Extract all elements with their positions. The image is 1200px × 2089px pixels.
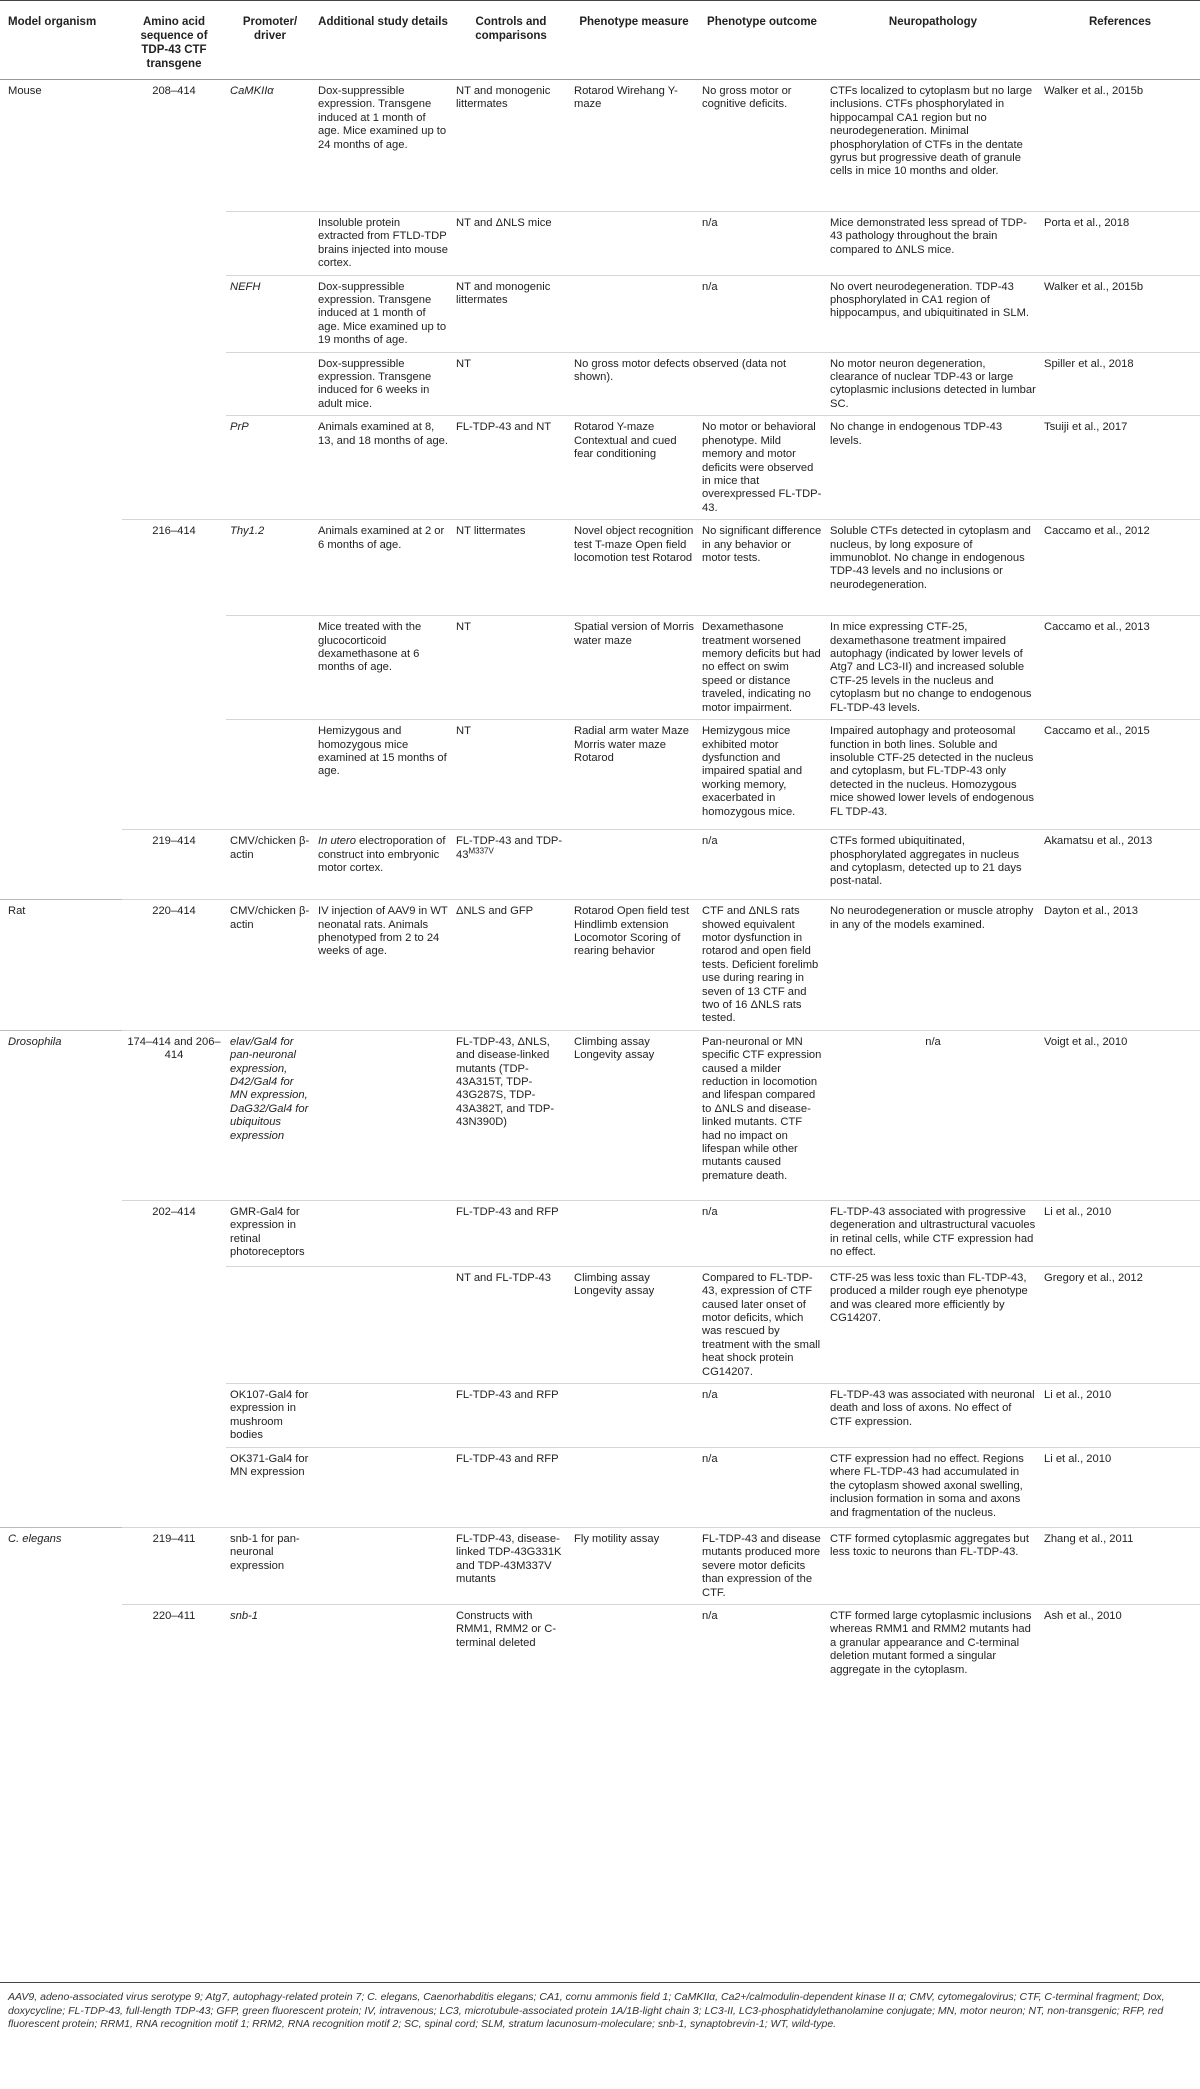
cell-promoter: snb-1: [226, 1605, 314, 1685]
cell-neuropathology: No overt neurodegeneration. TDP-43 phosphorylated in CA1 region of hippocampus, and ubiquitinated in SLM.: [826, 275, 1040, 352]
cell-neuropathology: FL-TDP-43 associated with progressive degeneration and ultrastructural vacuoles in retinal cells, while CTF expression had no effect.: [826, 1200, 1040, 1266]
cell-reference: Walker et al., 2015b: [1040, 275, 1200, 352]
header-promoter: Promoter/ driver: [226, 1, 314, 80]
cell-outcome: FL-TDP-43 and disease mutants produced more severe motor deficits than expression of the CTF.: [698, 1528, 826, 1605]
cell-controls: FL-TDP-43 and RFP: [452, 1448, 570, 1528]
cell-measure: Novel object recognition test T-maze Open field locomotion test Rotarod: [570, 520, 698, 616]
cell-reference: Porta et al., 2018: [1040, 212, 1200, 276]
cell-controls: FL-TDP-43 and NT: [452, 416, 570, 520]
cell-promoter: GMR-Gal4 for expression in retinal photoreceptors: [226, 1200, 314, 1266]
header-controls: Controls and comparisons: [452, 1, 570, 80]
cell-controls: FL-TDP-43 and RFP: [452, 1200, 570, 1266]
cell-neuropathology: CTF formed cytoplasmic aggregates but less toxic to neurons than FL-TDP-43.: [826, 1528, 1040, 1605]
table-row: [0, 416, 1200, 520]
cell-details: Dox-suppressible expression. Transgene induced at 1 month of age. Mice examined up to 19 months of age.: [314, 275, 452, 352]
cell-neuropathology: Impaired autophagy and proteosomal function in both lines. Soluble and insoluble CTF-25 detected in the nucleus and cytoplasm, but FL-TDP-43 only detected in the nucleus. Homozygous mice showed lower levels of endogenous FL TDP-43.: [826, 720, 1040, 830]
cell-controls: NT: [452, 616, 570, 720]
cell-outcome: n/a: [698, 830, 826, 900]
cell-measure: Rotarod Open field test Hindlimb extension Locomotor Scoring of rearing behavior: [570, 900, 698, 1031]
header-row: [0, 1, 1200, 80]
cell-reference: Walker et al., 2015b: [1044, 85, 1144, 97]
cell-outcome: n/a: [698, 275, 826, 352]
cell-reference: Caccamo et al., 2015: [1040, 720, 1200, 830]
table-row: [0, 720, 1200, 830]
cell-outcome: n/a: [698, 212, 826, 276]
cell-outcome: n/a: [698, 1384, 826, 1448]
cell-neuropathology: CTF formed large cytoplasmic inclusions whereas RMM1 and RMM2 mutants had a granular appearance and C-terminal deletion mutant formed a singular aggregate in the cytoplasm.: [826, 1605, 1040, 1685]
cell-details: Dox-suppressible expression. Transgene induced for 6 weeks in adult mice.: [314, 352, 452, 416]
cell-controls: NT littermates: [452, 520, 570, 616]
cell-promoter: CMV/chicken β-actin: [226, 830, 314, 900]
header-amino-acid: Amino acid sequence of TDP-43 CTF transgene: [122, 1, 226, 80]
cell-details: Mice treated with the glucocorticoid dexamethasone at 6 months of age.: [314, 616, 452, 720]
cell-measure: Spatial version of Morris water maze: [570, 616, 698, 720]
cell-amino-acid: 220–411: [122, 1605, 226, 1685]
cell-amino-acid: 216–414: [122, 520, 226, 616]
cell-outcome: n/a: [698, 1200, 826, 1266]
cell-outcome: Compared to FL-TDP-43, expression of CTF caused later onset of motor deficits, which was rescued by treatment with the small heat shock protein CG14207.: [698, 1266, 826, 1383]
controls-superscript: M337V: [468, 845, 494, 855]
cell-promoter: snb-1 for pan-neuronal expression: [226, 1528, 314, 1605]
cell-outcome: n/a: [698, 1605, 826, 1685]
cell-controls: FL-TDP-43, ΔNLS, and disease-linked mutants (TDP-43A315T, TDP-43G287S, TDP-43A382T, and TDP-43N390D): [452, 1030, 570, 1200]
cell-neuropathology: In mice expressing CTF-25, dexamethasone treatment impaired autophagy (indicated by lower levels of Atg7 and LC3-II) and increased soluble CTF-25 levels in the nucleus and cytoplasm but no change to endogenous FL-TDP-43 levels.: [826, 616, 1040, 720]
cell-reference: Caccamo et al., 2013: [1040, 616, 1200, 720]
header-details: Additional study details: [314, 1, 452, 80]
cell-promoter: NEFH: [226, 275, 314, 352]
cell-promoter: OK371-Gal4 for MN expression: [226, 1448, 314, 1528]
details-italic: In utero: [318, 835, 356, 848]
cell-details: Hemizygous and homozygous mice examined at 15 months of age.: [314, 720, 452, 830]
cell-neuropathology: CTF expression had no effect. Regions where FL-TDP-43 had accumulated in the cytoplasm showed axonal swelling, inclusion formation in soma and axons and fragmentation of the nucleus.: [826, 1448, 1040, 1528]
cell-outcome: No gross motor or cognitive deficits.: [702, 85, 792, 111]
cell-outcome: CTF and ΔNLS rats showed equivalent motor dysfunction in rotarod and open field tests. Deficient forelimb use during rearing in seven of 13 CTF and two of 16 ΔNLS rats tested.: [698, 900, 826, 1031]
table-row: [0, 1200, 1200, 1266]
cell-amino-acid: 208–414: [152, 85, 196, 97]
cell-controls: [452, 830, 570, 900]
cell-details: Animals examined at 8, 13, and 18 months of age.: [314, 416, 452, 520]
table-row: [0, 1448, 1200, 1528]
cell-amino-acid: 219–414: [122, 830, 226, 900]
cell-promoter: Thy1.2: [226, 520, 314, 616]
cell-reference: Dayton et al., 2013: [1040, 900, 1200, 1031]
cell-measure: Radial arm water Maze Morris water maze Rotarod: [570, 720, 698, 830]
cell-controls: ΔNLS and GFP: [452, 900, 570, 1031]
cell-neuropathology: Soluble CTFs detected in cytoplasm and nucleus, by long exposure of immunoblot. No change in endogenous TDP-43 levels and no inclusions or neurodegeneration.: [826, 520, 1040, 616]
cell-promoter: OK107-Gal4 for expression in mushroom bodies: [226, 1384, 314, 1448]
table-row: [0, 1266, 1200, 1383]
cell-amino-acid: 174–414 and 206–414: [122, 1030, 226, 1200]
table-row: [0, 1528, 1200, 1605]
table-row: [0, 1030, 1200, 1200]
cell-outcome: Dexamethasone treatment worsened memory deficits but had no effect on swim speed or distance traveled, indicating no motor impairment.: [698, 616, 826, 720]
cell-controls: NT and monogenic littermates: [452, 275, 570, 352]
table-row: [0, 80, 1200, 212]
cell-reference: Gregory et al., 2012: [1040, 1266, 1200, 1383]
cell-neuropathology: No neurodegeneration or muscle atrophy in any of the models examined.: [826, 900, 1040, 1031]
cell-controls: Constructs with RMM1, RMM2 or C-terminal deleted: [452, 1605, 570, 1685]
cell-controls: NT and monogenic littermates: [456, 85, 551, 111]
cell-organism: Drosophila: [0, 1030, 122, 1200]
cell-organism: C. elegans: [0, 1528, 122, 1605]
cell-reference: Li et al., 2010: [1040, 1200, 1200, 1266]
cell-measure: Climbing assay Longevity assay: [570, 1030, 698, 1200]
cell-reference: Tsuiji et al., 2017: [1040, 416, 1200, 520]
cell-promoter: CMV/chicken β-actin: [226, 900, 314, 1031]
table-row: [0, 616, 1200, 720]
cell-promoter: elav/Gal4 for pan-neuronal expression, D42/Gal4 for MN expression, DaG32/Gal4 for ubiquitous expression: [226, 1030, 314, 1200]
cell-controls: NT and FL-TDP-43: [452, 1266, 570, 1383]
cell-amino-acid: 219–411: [122, 1528, 226, 1605]
table-row: [0, 212, 1200, 276]
cell-neuropathology: No change in endogenous TDP-43 levels.: [826, 416, 1040, 520]
cell-details: IV injection of AAV9 in WT neonatal rats. Animals phenotyped from 2 to 24 weeks of age.: [314, 900, 452, 1031]
cell-neuropathology: No motor neuron degeneration, clearance of nuclear TDP-43 or large cytoplasmic inclusions detected in lumbar SC.: [826, 352, 1040, 416]
cell-controls: NT and ΔNLS mice: [452, 212, 570, 276]
cell-controls: NT: [452, 352, 570, 416]
cell-amino-acid: 202–414: [122, 1200, 226, 1266]
cell-outcome: n/a: [698, 1448, 826, 1528]
cell-measure: Climbing assay Longevity assay: [570, 1266, 698, 1383]
header-neuropathology: Neuropathology: [826, 1, 1040, 80]
header-phenotype-outcome: Phenotype outcome: [698, 1, 826, 80]
cell-reference: Akamatsu et al., 2013: [1040, 830, 1200, 900]
cell-controls: NT: [452, 720, 570, 830]
cell-measure: Fly motility assay: [570, 1528, 698, 1605]
cell-reference: Zhang et al., 2011: [1040, 1528, 1200, 1605]
cell-reference: Caccamo et al., 2012: [1040, 520, 1200, 616]
cell-outcome: Pan-neuronal or MN specific CTF expression caused a milder reduction in locomotion and lifespan compared to ΔNLS and disease-linked mutants. CTF had no impact on lifespan while other mutants caused premature death.: [698, 1030, 826, 1200]
cell-details: Animals examined at 2 or 6 months of age.: [314, 520, 452, 616]
cell-neuropathology: CTF-25 was less toxic than FL-TDP-43, produced a milder rough eye phenotype and was cleared more efficiently by CG14207.: [826, 1266, 1040, 1383]
cell-reference: Voigt et al., 2010: [1040, 1030, 1200, 1200]
cell-neuropathology: CTFs formed ubiquitinated, phosphorylated aggregates in nucleus and cytoplasm, detected up to 21 days post-natal.: [826, 830, 1040, 900]
header-model-organism: Model organism: [0, 1, 122, 80]
cell-promoter: CaMKIIα: [230, 85, 274, 97]
table-row: [0, 830, 1200, 900]
cell-promoter: PrP: [226, 416, 314, 520]
cell-measure: Rotarod Wirehang Y-maze: [574, 85, 678, 111]
cell-neuropathology: FL-TDP-43 was associated with neuronal death and loss of axons. No effect of CTF expression.: [826, 1384, 1040, 1448]
table-row: [0, 352, 1200, 416]
cell-outcome: Hemizygous mice exhibited motor dysfunction and impaired spatial and working memory, exacerbated in homozygous mice.: [698, 720, 826, 830]
cell-neuropathology: Mice demonstrated less spread of TDP-43 pathology throughout the brain compared to ΔNLS mice.: [826, 212, 1040, 276]
table-row: [0, 1384, 1200, 1448]
cell-neuropathology: CTFs localized to cytoplasm but no large inclusions. CTFs phosphorylated in hippocampal CA1 region but no neurodegeneration. Minimal phosphorylation of CTFs in the dentate gyrus but progressive death of granule cells in mice 10 months and older.: [830, 85, 1033, 178]
table-row: [0, 900, 1200, 1031]
cell-controls: FL-TDP-43, disease-linked TDP-43G331K and TDP-43M337V mutants: [452, 1528, 570, 1605]
cell-reference: Li et al., 2010: [1040, 1384, 1200, 1448]
cell-measure: Rotarod Y-maze Contextual and cued fear conditioning: [570, 416, 698, 520]
cell-organism: Mouse: [8, 85, 42, 97]
table-row: [0, 1605, 1200, 1685]
cell-organism: Rat: [0, 900, 122, 1031]
details-text: electroporation of construct into embryonic motor cortex.: [318, 835, 446, 874]
cell-reference: Spiller et al., 2018: [1040, 352, 1200, 416]
cell-reference: Ash et al., 2010: [1040, 1605, 1200, 1685]
cell-reference: Li et al., 2010: [1040, 1448, 1200, 1528]
cell-controls: FL-TDP-43 and RFP: [452, 1384, 570, 1448]
cell-neuropathology: n/a: [826, 1030, 1040, 1200]
header-references: References: [1040, 1, 1200, 80]
cell-details: [314, 830, 452, 900]
header-phenotype-measure: Phenotype measure: [570, 1, 698, 80]
cell-amino-acid: 220–414: [122, 900, 226, 1031]
table-row: [0, 275, 1200, 352]
controls-text: FL-TDP-43 and TDP-43: [456, 835, 563, 861]
cell-details: Dox-suppressible expression. Transgene induced at 1 month of age. Mice examined up to 24 months of age.: [318, 85, 447, 151]
cell-details: Insoluble protein extracted from FTLD-TDP brains injected into mouse cortex.: [314, 212, 452, 276]
table-footnote: AAV9, adeno-associated virus serotype 9; Atg7, autophagy-related protein 7; C. elegans, Caenorhabditis elegans; CA1, cornu ammonis field 1; CaMKIIα, Ca2+/calmodulin-dependent kinase II α; CMV, cytomegalovirus; CTF, C-terminal fragment; Dox, doxycycline; FL-TDP-43, full-length TDP-43; GFP, green fluorescent protein; IV, intravenous; LC3, microtubule-associated protein 1A/1B-light chain 3; LC3-II, LC3-phosphatidylethanolamine conjugate; MN, motor neuron; NT, non-transgenic; RFP, red fluorescent protein; RRM1, RNA recognition motif 1; RRM2, RNA recognition motif 2; SC, spinal cord; SLM, stratum lacunosum-moleculare; snb-1, synaptobrevin-1; WT, wild-type.: [0, 1982, 1200, 2032]
cell-measure: No gross motor defects observed (data not shown).: [570, 352, 826, 416]
cell-outcome: No motor or behavioral phenotype. Mild memory and motor deficits were observed in mice that overexpressed FL-TDP-43.: [698, 416, 826, 520]
table-row: [0, 520, 1200, 616]
cell-outcome: No significant difference in any behavior or motor tests.: [698, 520, 826, 616]
